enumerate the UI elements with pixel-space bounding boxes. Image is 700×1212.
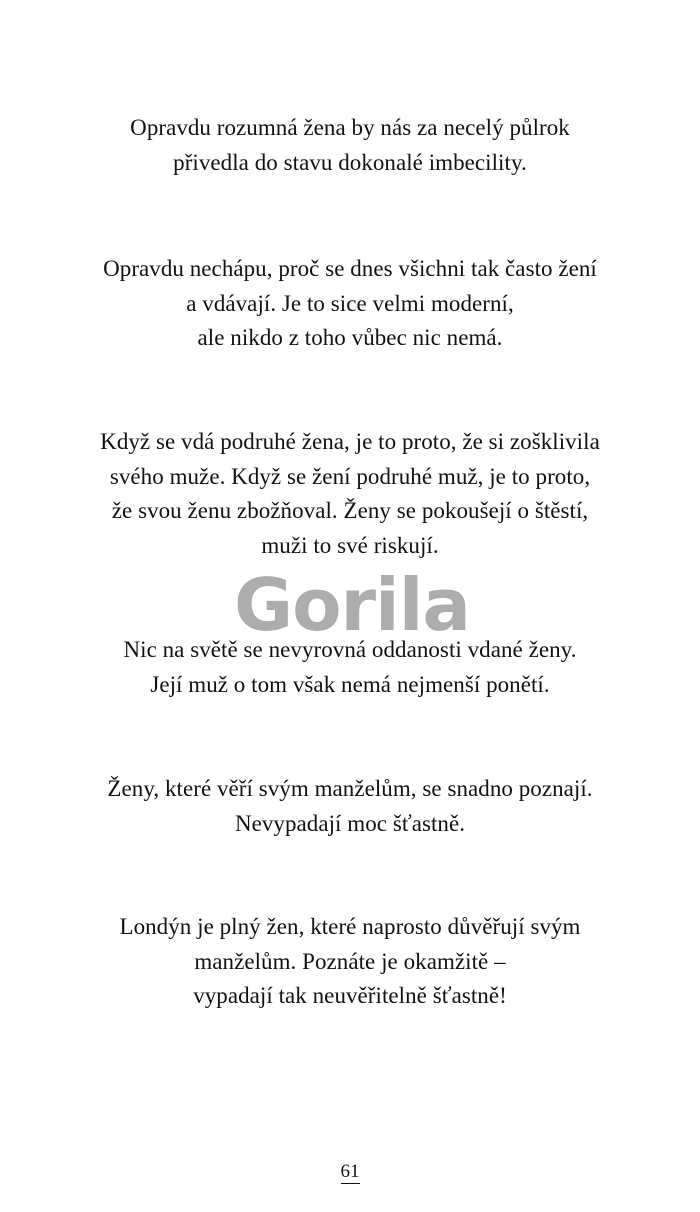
quote-1 bbox=[0, 111, 700, 180]
quote-line: Její muž o tom však nemá nejmenší ponětí. bbox=[150, 671, 550, 697]
quote-line: Nevypadají moc šťastně. bbox=[234, 810, 466, 836]
quote-line: muži to své riskují. bbox=[261, 532, 439, 558]
page-number-text: 61 bbox=[340, 1161, 360, 1182]
quote-line: manželům. Poznáte je okamžitě – bbox=[194, 948, 506, 974]
page-number bbox=[0, 1160, 700, 1184]
quote-line: Nic na světě se nevyrovná oddanosti vdané ženy. bbox=[123, 637, 577, 662]
quote-line: Když se vdá podruhé žena, je to proto, že si zošklivila bbox=[100, 429, 600, 454]
quote-5 bbox=[0, 772, 700, 841]
quote-line: Londýn je plný žen, které naprosto důvěřují svým bbox=[119, 914, 581, 939]
quote-line: a vdávají. Je to sice velmi moderní, bbox=[186, 290, 514, 316]
quote-6 bbox=[0, 910, 700, 1014]
quote-4 bbox=[0, 633, 700, 702]
quote-line: vypadají tak neuvěřitelně šťastně! bbox=[193, 983, 507, 1008]
quote-line: ale nikdo z toho vůbec nic nemá. bbox=[197, 325, 503, 350]
watermark: Gorila bbox=[233, 563, 470, 647]
quote-2 bbox=[0, 252, 700, 356]
quote-line: Opravdu rozumná žena by nás za necelý půlrok bbox=[130, 115, 570, 140]
quote-3 bbox=[0, 425, 700, 563]
quote-line: že svou ženu zbožňoval. Ženy se pokoušejí o štěstí, bbox=[111, 498, 589, 523]
quote-line: Ženy, které věří svým manželům, se snadno poznají. bbox=[107, 776, 593, 801]
quote-line: svého muže. Když se žení podruhé muž, je to proto, bbox=[109, 463, 591, 489]
quote-line: přivedla do stavu dokonalé imbecility. bbox=[173, 149, 527, 175]
quote-line: Opravdu nechápu, proč se dnes všichni tak často žení bbox=[103, 256, 597, 281]
